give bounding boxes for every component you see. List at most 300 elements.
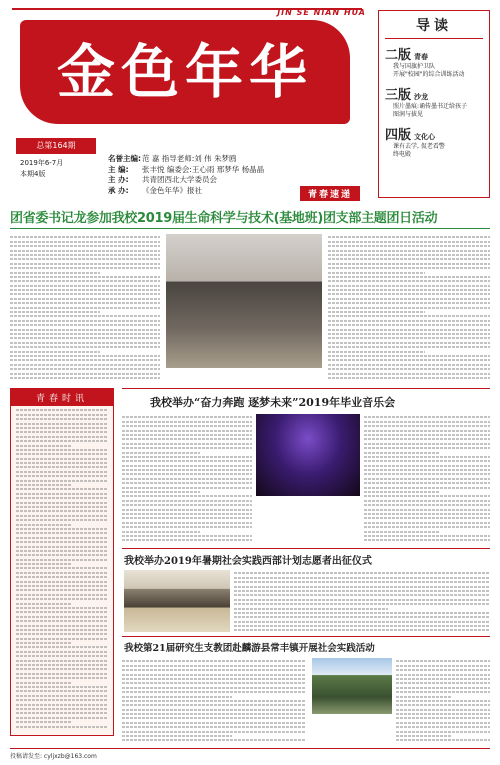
greeked-text-line [16, 559, 108, 561]
greeked-text-line [122, 713, 306, 715]
greeked-text-line [16, 519, 108, 521]
greeked-text-line [122, 726, 306, 728]
greeked-text-line [16, 458, 108, 460]
greeked-text-line [328, 302, 490, 304]
editorial-info-row [108, 154, 264, 165]
greeked-text-line [122, 535, 252, 537]
greeked-text-line [122, 522, 252, 524]
greeked-text-line [122, 425, 252, 427]
greeked-text-line [234, 616, 490, 618]
greeked-text-line [16, 673, 108, 675]
greeked-text-line [328, 250, 490, 252]
greeked-text-line [10, 346, 160, 348]
greeked-text-line [10, 272, 100, 274]
greeked-text-line [16, 721, 71, 723]
greeked-text-line [122, 700, 306, 702]
greeked-text-line [10, 342, 160, 344]
greeked-text-line [10, 377, 160, 379]
greeked-text-line [16, 638, 108, 640]
greeked-text-line [16, 677, 108, 679]
toc-line: 图润与拔见 [393, 111, 424, 118]
greeked-text-line [16, 581, 108, 583]
greeked-text-line [396, 687, 490, 689]
greeked-text-line [122, 495, 252, 497]
greeked-text-line [122, 465, 252, 467]
greeked-text-line [122, 447, 252, 449]
greeked-text-line [328, 346, 490, 348]
greeked-text-line [122, 665, 306, 667]
greeked-text-line [10, 368, 160, 370]
greeked-text-line [328, 241, 490, 243]
greeked-text-line [328, 337, 490, 339]
greeked-text-line [16, 475, 108, 477]
greeked-text-line [16, 607, 108, 609]
greeked-text-line [364, 430, 490, 432]
greeked-text-line [328, 368, 490, 370]
greeked-text-line [328, 329, 490, 331]
greeked-text-line [328, 289, 490, 291]
issue-date-line: 2019年6-7月 [20, 159, 64, 167]
greeked-text-line [328, 315, 490, 317]
toc-item[interactable] [385, 44, 483, 79]
greeked-text-line [16, 708, 108, 710]
greeked-text-line [122, 469, 252, 471]
greeked-text-line [396, 682, 490, 684]
greeked-text-line [122, 539, 252, 541]
greeked-text-line [122, 731, 306, 733]
greeked-text-line [396, 665, 490, 667]
toc-item[interactable] [385, 84, 483, 119]
greeked-text-line [10, 364, 160, 366]
greeked-text-line [328, 272, 425, 274]
greeked-text-line [16, 611, 108, 613]
greeked-text-line [16, 532, 108, 534]
greeked-text-line [122, 513, 252, 515]
greeked-text-line [16, 493, 108, 495]
article-divider [122, 548, 490, 549]
greeked-text-line [10, 245, 160, 247]
greeked-text-line [234, 581, 490, 583]
greeked-text-line [10, 276, 160, 278]
greeked-text-line [122, 735, 232, 737]
greeked-text-line [364, 491, 440, 493]
greeked-text-line [364, 513, 490, 515]
greeked-text-line [16, 550, 108, 552]
article-divider [122, 636, 490, 637]
table-of-contents [378, 10, 490, 198]
greeked-text-line [10, 258, 160, 260]
greeked-text-line [234, 629, 490, 631]
toc-page-number: 二版 [385, 48, 412, 63]
greeked-text-line [10, 329, 160, 331]
greeked-text-line [364, 425, 490, 427]
greeked-text-line [364, 447, 490, 449]
greeked-text-line [328, 298, 490, 300]
greeked-text-line [16, 576, 108, 578]
greeked-text-line [16, 717, 108, 719]
greeked-text-line [234, 603, 490, 605]
toc-title: 导读 [385, 15, 483, 39]
greeked-text-line [328, 359, 490, 361]
greeked-text-line [364, 526, 490, 528]
greeked-text-line [16, 449, 108, 451]
volunteer-article-text [234, 570, 490, 632]
greeked-text-line [364, 535, 490, 537]
group-photo [166, 234, 322, 368]
greeked-text-line [328, 311, 425, 313]
toc-section: 青春 [414, 52, 429, 61]
greeked-text-line [16, 480, 108, 482]
greeked-text-line [328, 280, 490, 282]
greeked-text-line [16, 686, 108, 688]
greeked-text-line [16, 589, 108, 591]
greeked-text-line [16, 546, 108, 548]
greeked-text-line [122, 456, 252, 458]
toc-section: 文化心 [414, 132, 436, 141]
greeked-text-line [16, 682, 71, 684]
teaching-team-photo [312, 658, 392, 714]
toc-page [385, 84, 483, 103]
greeked-text-line [16, 655, 108, 657]
article-title-concert[interactable]: 我校举办“奋力奔跑 逐梦未来”2019年毕业音乐会 [150, 396, 396, 409]
news-brief-title: 青春时讯 [11, 389, 113, 406]
greeked-text-line [16, 668, 108, 670]
greeked-text-line [364, 416, 490, 418]
greeked-text-line [328, 267, 490, 269]
greeked-text-line [328, 351, 425, 353]
greeked-text-line [122, 478, 252, 480]
greeked-text-line [122, 416, 252, 418]
greeked-text-line [122, 531, 200, 533]
greeked-text-line [122, 421, 252, 423]
greeked-text-line [396, 691, 490, 693]
greeked-text-line [16, 695, 108, 697]
greeked-text-line [10, 263, 160, 265]
greeked-text-line [396, 739, 490, 741]
greeked-text-line [16, 620, 108, 622]
news-brief-text [16, 407, 108, 731]
greeked-text-line [328, 355, 490, 357]
greeked-text-line [16, 431, 108, 433]
greeked-text-line [10, 311, 100, 313]
greeked-text-line [364, 482, 490, 484]
greeked-text-line [16, 616, 108, 618]
greeked-text-line [16, 646, 108, 648]
greeked-text-line [328, 236, 490, 238]
greeked-text-line [396, 735, 452, 737]
greeked-text-line [122, 452, 200, 454]
greeked-text-line [16, 603, 71, 605]
greeked-text-line [122, 717, 306, 719]
greeked-text-line [10, 359, 160, 361]
greeked-text-line [364, 460, 490, 462]
greeked-text-line [122, 687, 306, 689]
greeked-text-line [364, 531, 440, 533]
greeked-text-line [16, 445, 71, 447]
greeked-text-line [396, 713, 490, 715]
info-key: 主 办: [108, 175, 129, 184]
greeked-text-line [10, 337, 160, 339]
greeked-text-line [16, 563, 71, 565]
concert-article-text-left [122, 414, 252, 542]
greeked-text-line [10, 373, 160, 375]
greeked-text-line [234, 594, 490, 596]
greeked-text-line [234, 621, 490, 623]
greeked-text-line [234, 590, 490, 592]
greeked-text-line [234, 625, 490, 627]
greeked-text-line [122, 443, 252, 445]
greeked-text-line [122, 691, 306, 693]
toc-line: 我与国旗护卫队 [393, 63, 436, 70]
lead-headline[interactable]: 团省委书记龙参加我校2019届生命科学与技术(基地班)团支部主题团日活动 [10, 210, 490, 229]
greeked-text-line [328, 245, 490, 247]
greeked-text-line [364, 500, 490, 502]
toc-page [385, 44, 483, 63]
editorial-info [108, 154, 264, 196]
greeked-text-line [364, 509, 490, 511]
greeked-text-line [364, 473, 490, 475]
greeked-text-line [364, 487, 490, 489]
info-key: 承 办: [108, 185, 129, 195]
greeked-text-line [328, 307, 490, 309]
greeked-text-line [16, 418, 108, 420]
greeked-text-line [16, 484, 71, 486]
greeked-text-line [16, 488, 108, 490]
greeked-text-line [16, 510, 108, 512]
greeked-text-line [10, 285, 160, 287]
section-tag: 青春速递 [300, 186, 360, 201]
greeked-text-line [16, 642, 71, 644]
teaching-article-text-left [122, 658, 306, 744]
greeked-text-line [122, 500, 252, 502]
greeked-text-line [364, 443, 490, 445]
toc-item[interactable] [385, 124, 483, 159]
greeked-text-line [364, 421, 490, 423]
greeked-text-line [16, 664, 108, 666]
greeked-text-line [328, 293, 490, 295]
greeked-text-line [328, 258, 490, 260]
greeked-text-line [364, 469, 490, 471]
submission-footer[interactable]: 投稿请发至: cyljxzb@163.com [10, 748, 490, 760]
info-value: 共青团西北大学委员会 [142, 175, 217, 184]
greeked-text-line [328, 324, 490, 326]
greeked-text-line [234, 586, 490, 588]
toc-line: 开展"校园"的综合训练活动 [393, 71, 465, 78]
greeked-text-line [122, 526, 252, 528]
greeked-text-line [234, 612, 490, 614]
greeked-text-line [364, 452, 440, 454]
greeked-text-line [16, 594, 108, 596]
info-key: 主 编: [108, 164, 129, 174]
greeked-text-line [364, 434, 490, 436]
greeked-text-line [396, 722, 490, 724]
greeked-text-line [396, 704, 490, 706]
greeked-text-line [10, 267, 160, 269]
greeked-text-line [122, 430, 252, 432]
greeked-text-line [10, 289, 160, 291]
greeked-text-line [396, 669, 490, 671]
greeked-text-line [16, 690, 108, 692]
greeked-text-line [122, 460, 252, 462]
greeked-text-line [10, 307, 160, 309]
toc-page-number: 四版 [385, 128, 412, 143]
greeked-text-line [16, 629, 108, 631]
greeked-text-line [122, 504, 252, 506]
greeked-text-line [396, 726, 490, 728]
greeked-text-line [122, 434, 252, 436]
masthead [0, 0, 372, 210]
greeked-text-line [16, 515, 108, 517]
greeked-text-line [396, 678, 490, 680]
greeked-text-line [122, 709, 306, 711]
article-divider [122, 388, 490, 389]
greeked-text-line [328, 342, 490, 344]
concert-stage-photo [256, 414, 360, 496]
greeked-text-line [16, 409, 108, 411]
greeked-text-line [122, 438, 252, 440]
greeked-text-line [122, 682, 306, 684]
greeked-text-line [122, 491, 200, 493]
greeked-text-line [10, 293, 160, 295]
newspaper-en-title: JIN SE NIAN HUA [277, 8, 366, 17]
greeked-text-line [16, 541, 108, 543]
greeked-text-line [364, 465, 490, 467]
greeked-text-line [122, 722, 306, 724]
greeked-text-line [234, 572, 490, 574]
greeked-text-line [10, 280, 160, 282]
info-value: 范 嘉 指导老师:刘 伟 朱梦鸥 [142, 154, 237, 163]
greeked-text-line [16, 462, 108, 464]
greeked-text-line [122, 739, 306, 741]
issue-pages-line: 本期4版 [20, 170, 46, 178]
toc-page [385, 124, 483, 143]
greeked-text-line [16, 651, 108, 653]
greeked-text-line [16, 585, 108, 587]
greeked-text-line [234, 599, 490, 601]
greeked-text-line [10, 315, 160, 317]
greeked-text-line [122, 669, 306, 671]
greeked-text-line [10, 320, 160, 322]
greeked-text-line [16, 423, 108, 425]
greeked-text-line [122, 674, 306, 676]
greeked-text-line [396, 731, 490, 733]
greeked-text-line [16, 537, 108, 539]
greeked-text-line [396, 700, 490, 702]
greeked-text-line [16, 554, 108, 556]
editorial-info-row [108, 186, 264, 197]
greeked-text-line [10, 355, 160, 357]
greeked-text-line [122, 704, 306, 706]
greeked-text-line [328, 263, 490, 265]
greeked-text-line [328, 320, 490, 322]
editorial-info-row [108, 175, 264, 186]
greeked-text-line [234, 577, 490, 579]
greeked-text-line [364, 495, 490, 497]
greeked-text-line [328, 285, 490, 287]
greeked-text-line [16, 453, 108, 455]
greeked-text-line [10, 250, 160, 252]
greeked-text-line [16, 436, 108, 438]
greeked-text-line [16, 572, 108, 574]
info-value: 《金色年华》报社 [142, 185, 202, 195]
greeked-text-line [122, 487, 252, 489]
newspaper-title: 金色年华 [20, 20, 350, 124]
greeked-text-line [16, 633, 108, 635]
teaching-article-text-right [396, 658, 490, 744]
toc-section: 沙龙 [414, 92, 429, 101]
volunteer-ceremony-photo [124, 570, 230, 632]
greeked-text-line [16, 625, 108, 627]
greeked-text-line [122, 696, 232, 698]
greeked-text-line [16, 427, 108, 429]
greeked-text-line [122, 509, 252, 511]
greeked-text-line [328, 377, 490, 379]
greeked-text-line [16, 712, 108, 714]
greeked-text-line [16, 699, 108, 701]
toc-line: 照片墨痕:诵传墨书迁给孩子 [393, 103, 468, 110]
greeked-text-line [396, 660, 490, 662]
greeked-text-line [16, 466, 108, 468]
greeked-text-line [10, 236, 160, 238]
greeked-text-line [10, 241, 160, 243]
greeked-text-line [396, 674, 490, 676]
greeked-text-line [16, 471, 108, 473]
greeked-text-line [364, 539, 490, 541]
greeked-text-line [10, 254, 160, 256]
greeked-text-line [328, 276, 490, 278]
greeked-text-line [122, 678, 306, 680]
info-value: 张丰悦 编委会:王心雨 邢梦华 杨晶晶 [142, 164, 265, 174]
greeked-text-line [364, 504, 490, 506]
greeked-text-line [122, 473, 252, 475]
greeked-text-line [16, 726, 108, 728]
article-title-teaching[interactable]: 我校第21届研究生支教团赴麟游县常丰镇开展社会实践活动 [124, 643, 375, 654]
greeked-text-line [396, 696, 452, 698]
greeked-text-line [396, 717, 490, 719]
greeked-text-line [364, 478, 490, 480]
toc-page-number: 三版 [385, 88, 412, 103]
article-title-volunteer[interactable]: 我校举办2019年暑期社会实践西部计划志愿者出征仪式 [124, 556, 372, 567]
greeked-text-line [16, 567, 108, 569]
greeked-text-line [328, 333, 490, 335]
greeked-text-line [122, 482, 252, 484]
greeked-text-line [16, 598, 108, 600]
greeked-text-line [122, 517, 252, 519]
lead-article-text-right [328, 234, 490, 382]
greeked-text-line [10, 324, 160, 326]
info-key: 名誉主编: [108, 154, 141, 163]
greeked-text-line [16, 414, 108, 416]
greeked-text-line [234, 608, 388, 610]
greeked-text-line [16, 440, 108, 442]
concert-article-text-right [364, 414, 490, 542]
greeked-text-line [16, 502, 108, 504]
greeked-text-line [16, 704, 108, 706]
greeked-text-line [16, 528, 108, 530]
greeked-text-line [16, 497, 108, 499]
greeked-text-line [16, 524, 71, 526]
editorial-info-row [108, 165, 264, 176]
greeked-text-line [10, 302, 160, 304]
toc-line: 课有去学, 侃老看警 [393, 143, 445, 150]
greeked-text-line [364, 456, 490, 458]
greeked-text-line [10, 333, 160, 335]
greeked-text-line [16, 506, 108, 508]
issue-number: 总第164期 [16, 138, 96, 154]
toc-line: 终电殿 [393, 151, 412, 158]
greeked-text-line [328, 373, 490, 375]
greeked-text-line [122, 660, 306, 662]
